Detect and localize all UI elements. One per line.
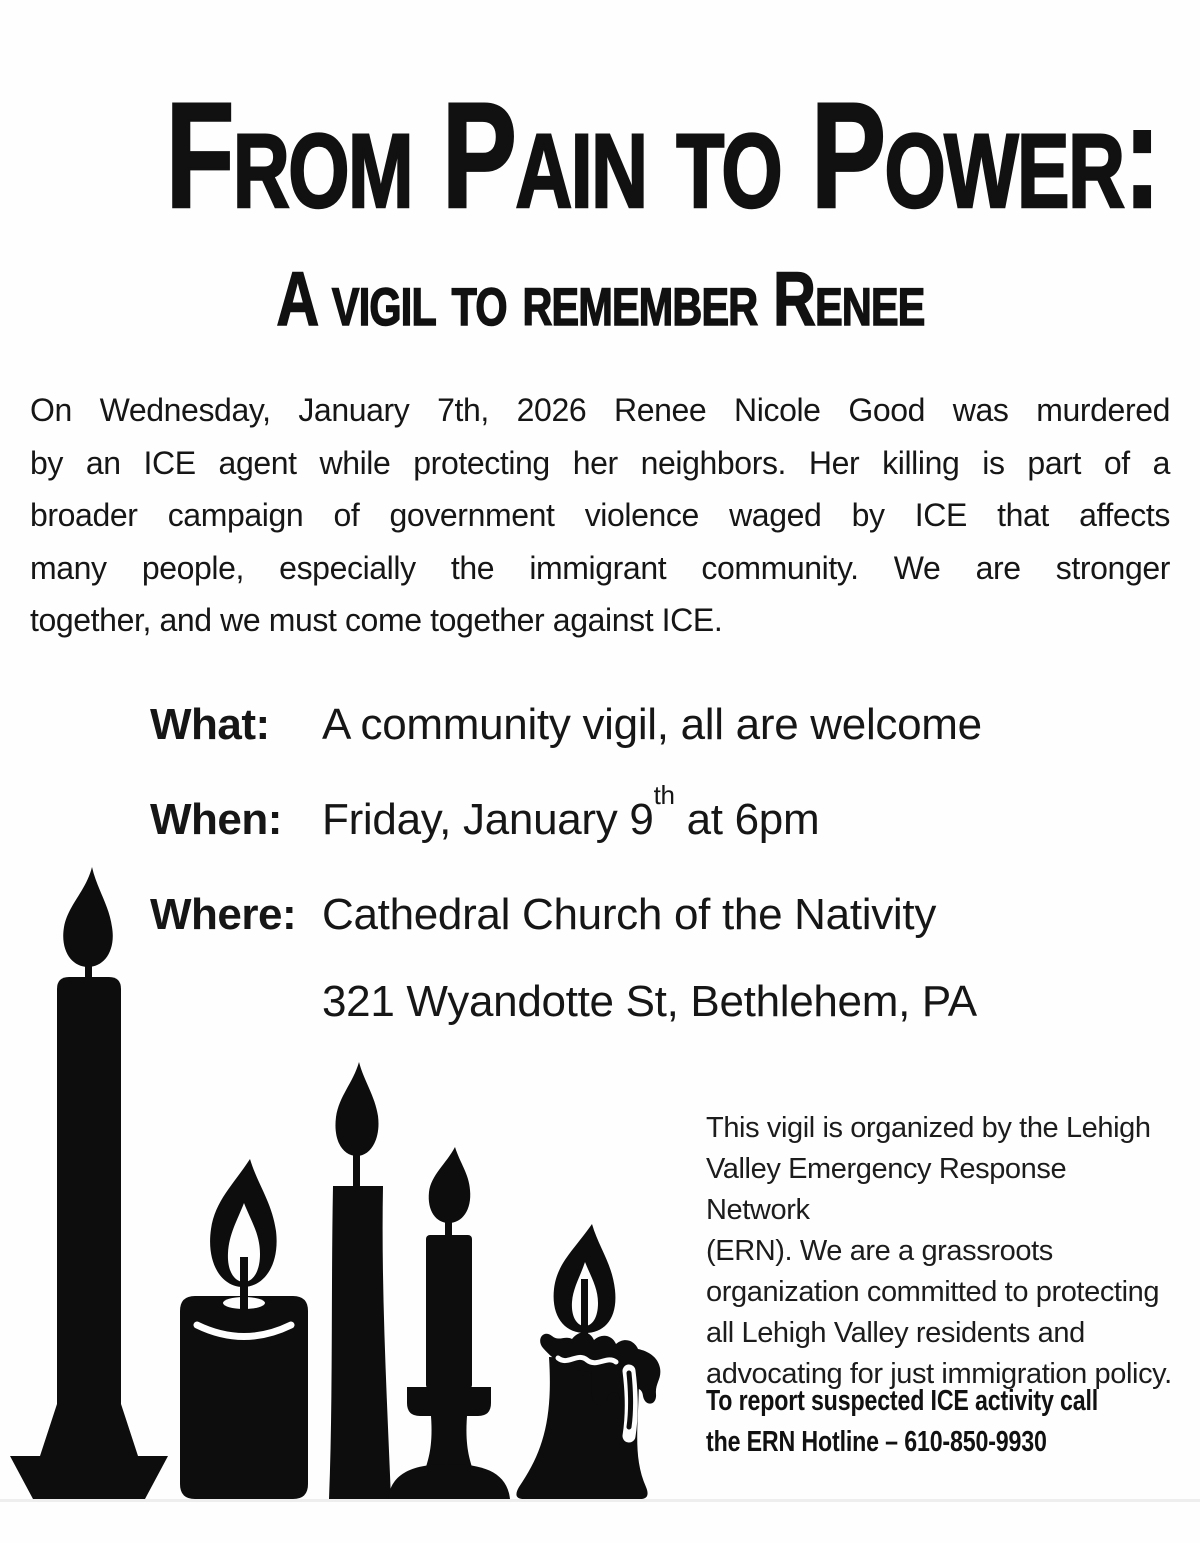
flyer-title — [0, 71, 1200, 239]
taper-candle-icon — [10, 867, 168, 1499]
what-value: A community vigil, all are welcome — [322, 700, 982, 749]
flyer-subtitle-text: A vigil to remember Renee — [275, 257, 925, 342]
when-label: When: — [150, 795, 282, 844]
organizer-line: This vigil is organized by the Lehigh — [706, 1112, 1151, 1144]
pillar-candle-icon — [180, 1159, 308, 1499]
intro-line: together, and we must come together against ICE. — [30, 602, 723, 638]
hotline-line: the ERN Hotline – 610-850-9930 — [706, 1426, 1047, 1458]
flyer-title-text: From Pain to Power: — [165, 71, 1160, 239]
melting-candle-icon — [516, 1224, 660, 1499]
candlestick-candle-icon — [388, 1147, 510, 1499]
when-value-date: Friday, January 9 — [322, 795, 654, 844]
intro-line: broader campaign of government violence waged by ICE that affects — [30, 497, 1170, 533]
where-label: Where: — [150, 890, 297, 939]
where-value: Cathedral Church of the Nativity — [322, 890, 937, 939]
intro-paragraph — [30, 384, 1170, 647]
what-label: What: — [150, 700, 270, 749]
thin-taper-candle-icon — [329, 1062, 391, 1499]
when-value-ordinal: th — [653, 780, 675, 811]
hotline-note — [706, 1381, 1200, 1463]
organizer-line: all Lehigh Valley residents and — [706, 1317, 1085, 1349]
organizer-line: Valley Emergency Response Network — [706, 1153, 1067, 1226]
when-value — [322, 780, 820, 850]
detail-row-when — [150, 780, 820, 850]
intro-line: On Wednesday, January 7th, 2026 Renee Nicole Good was murdered — [30, 392, 1170, 428]
where-address: 321 Wyandotte St, Bethlehem, PA — [322, 977, 977, 1026]
detail-row-what — [150, 695, 982, 755]
intro-line: by an ICE agent while protecting her neighbors. Her killing is part of a — [30, 444, 1170, 481]
organizer-note — [706, 1108, 1176, 1395]
hotline-line: To report suspected ICE activity call — [706, 1385, 1099, 1417]
intro-line: many people, especially the immigrant community. We are stronger — [30, 549, 1170, 586]
footer-divider — [0, 1499, 1200, 1502]
organizer-line: advocating for just immigration policy. — [706, 1358, 1172, 1390]
candles-illustration — [0, 859, 680, 1500]
flyer-subtitle — [0, 257, 1200, 342]
when-value-time: at 6pm — [674, 795, 820, 844]
organizer-line: organization committed to protecting — [706, 1276, 1160, 1308]
organizer-line: (ERN). We are a grassroots — [706, 1235, 1053, 1267]
